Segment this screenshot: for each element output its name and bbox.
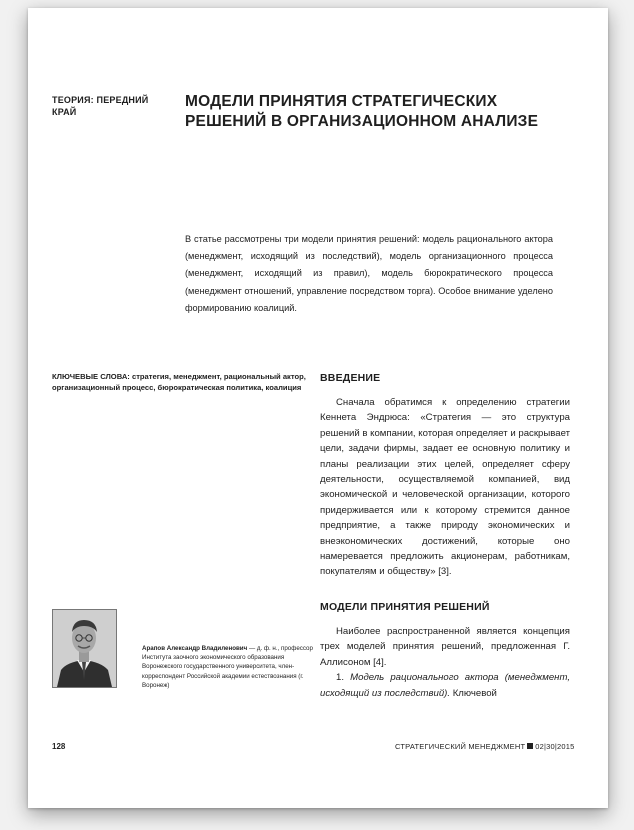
- keywords-label: КЛЮЧЕВЫЕ СЛОВА:: [52, 372, 130, 381]
- journal-issue: 02|30|2015: [535, 742, 575, 751]
- keywords: [52, 371, 312, 393]
- models-item-number: 1.: [336, 672, 345, 684]
- page-number: 128: [52, 742, 66, 751]
- intro-heading: ВВЕДЕНИЕ: [320, 372, 381, 384]
- models-item-rest: Ключевой: [452, 687, 497, 699]
- section-label: ТЕОРИЯ: ПЕРЕДНИЙ КРАЙ: [52, 95, 149, 117]
- abstract: В статье рассмотрены три модели принятия решений: модель рационального актора (менеджмент, исходящий из последствий), модель организационного процесса (менеджмент, исходящий из правил), модель бюрократического процесса (менеджмент отношений, управление посредством торга). Особое внимание уделено формированию коалиций.: [185, 234, 553, 313]
- models-paragraph-2: [320, 670, 570, 701]
- author-info: [142, 644, 314, 690]
- keywords-text: стратегия, менеджмент, рациональный актор, организационный процесс, бюрократическая политика, коалиция: [52, 372, 306, 392]
- author-name: Арапов Александр Владиленович: [142, 645, 248, 652]
- models-body: [320, 624, 570, 701]
- models-paragraph-1: Наиболее распространенной является концепция трех моделей принятия решений, предложенная Г. Аллисоном [4].: [320, 626, 570, 668]
- journal-name: СТРАТЕГИЧЕСКИЙ МЕНЕДЖМЕНТ: [395, 742, 526, 751]
- models-heading: МОДЕЛИ ПРИНЯТИЯ РЕШЕНИЙ: [320, 601, 490, 613]
- author-portrait-icon: [53, 610, 116, 687]
- journal-footer: [395, 742, 575, 751]
- article-title: МОДЕЛИ ПРИНЯТИЯ СТРАТЕГИЧЕСКИХ РЕШЕНИЙ В ОРГАНИЗАЦИОННОМ АНАЛИЗЕ: [185, 93, 539, 130]
- intro-body: [320, 395, 570, 580]
- square-bullet-icon: [527, 743, 533, 749]
- models-item-italic: Модель рационального актора (менеджмент, исходящий из последствий).: [320, 672, 571, 699]
- intro-paragraph: Сначала обратимся к определению стратегии Кеннета Эндрюса: «Стратегия — это структура решений в компании, которая определяет и раскрывает цели, задачи фирмы, задает ее основную политику и планы реализации этих целей, определяет сферу деятельности, осуществляемой компанией, вид экономической и человеческой организации, которого придерживается или к которому стремится данное предприятие, а также природу экономических и внеэкономических достижений, которые оно намеревается предложить акционерам, работникам, покупателям и обществу» [3].: [320, 397, 570, 578]
- author-photo: [52, 609, 117, 688]
- author-bio: — д. ф. н., профессор Института заочного экономического образования Воронежского государственного университета, член-корреспондент Российской академии естествознания (г. Воронеж): [142, 645, 313, 689]
